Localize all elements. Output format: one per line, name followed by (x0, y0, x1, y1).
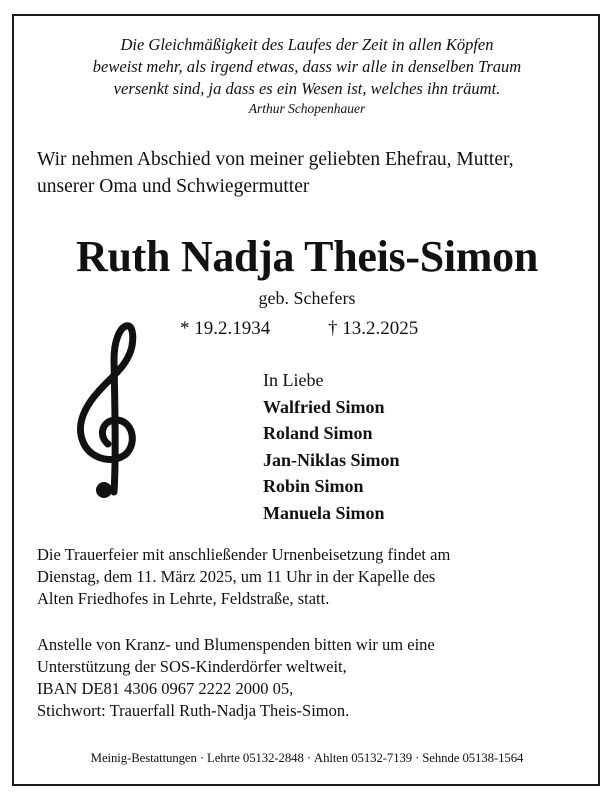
footer-separator: · (306, 751, 311, 765)
intro-line: Wir nehmen Abschied von meiner geliebten Ehefrau, Mutter, (37, 149, 514, 170)
quote-line: beweist mehr, als irgend etwas, dass wir alle in denselben Traum (92, 57, 522, 76)
service-line: Dienstag, dem 11. März 2025, um 11 Uhr in der Kapelle des (37, 567, 436, 586)
service-line: Die Trauerfeier mit anschließender Urnenbeisetzung findet am (37, 545, 451, 564)
quote-block (14, 34, 600, 117)
quote-line: versenkt sind, ja dass es ein Wesen ist, welches ihn träumt. (113, 79, 501, 98)
intro-text (37, 146, 597, 200)
donation-line: Unterstützung der SOS-Kinderdörfer weltweit, (37, 657, 347, 676)
mourner-name: Jan-Niklas Simon (263, 449, 400, 470)
death-date: † 13.2.2025 (328, 318, 419, 339)
service-line: Alten Friedhofes in Lehrte, Feldstraße, statt. (37, 589, 330, 608)
mourners-list (263, 367, 583, 526)
mourner-name: Walfried Simon (263, 396, 385, 417)
treble-clef-icon (70, 320, 150, 510)
quote-line: Die Gleichmäßigkeit des Laufes der Zeit in allen Köpfen (120, 35, 494, 54)
donation-line: Stichwort: Trauerfall Ruth-Nadja Theis-Simon. (37, 701, 350, 720)
donation-line: Anstelle von Kranz- und Blumenspenden bitten wir um eine (37, 635, 435, 654)
donation-line: IBAN DE81 4306 0967 2222 2000 05, (37, 679, 294, 698)
funeral-home-footer (0, 750, 614, 766)
mourner-name: Robin Simon (263, 476, 364, 496)
footer-separator: · (415, 751, 420, 765)
footer-location: Ahlten 05132-7139 (313, 751, 413, 765)
footer-location: Sehnde 05138-1564 (422, 751, 524, 765)
birth-name: geb. Schefers (258, 288, 356, 308)
mourners-lead: In Liebe (263, 370, 324, 390)
intro-line: unserer Oma und Schwiegermutter (37, 176, 310, 197)
footer-separator: · (199, 751, 204, 765)
mourner-name: Manuela Simon (263, 502, 385, 523)
deceased-name: Ruth Nadja Theis-Simon (75, 232, 539, 281)
funeral-home-name: Meinig-Bestattungen (90, 751, 197, 765)
service-info (37, 544, 597, 610)
quote-author: Arthur Schopenhauer (248, 101, 366, 116)
donation-info (37, 634, 597, 722)
footer-location: Lehrte 05132-2848 (207, 751, 304, 765)
birth-date: * 19.2.1934 (180, 318, 271, 339)
mourner-name: Roland Simon (263, 423, 373, 443)
